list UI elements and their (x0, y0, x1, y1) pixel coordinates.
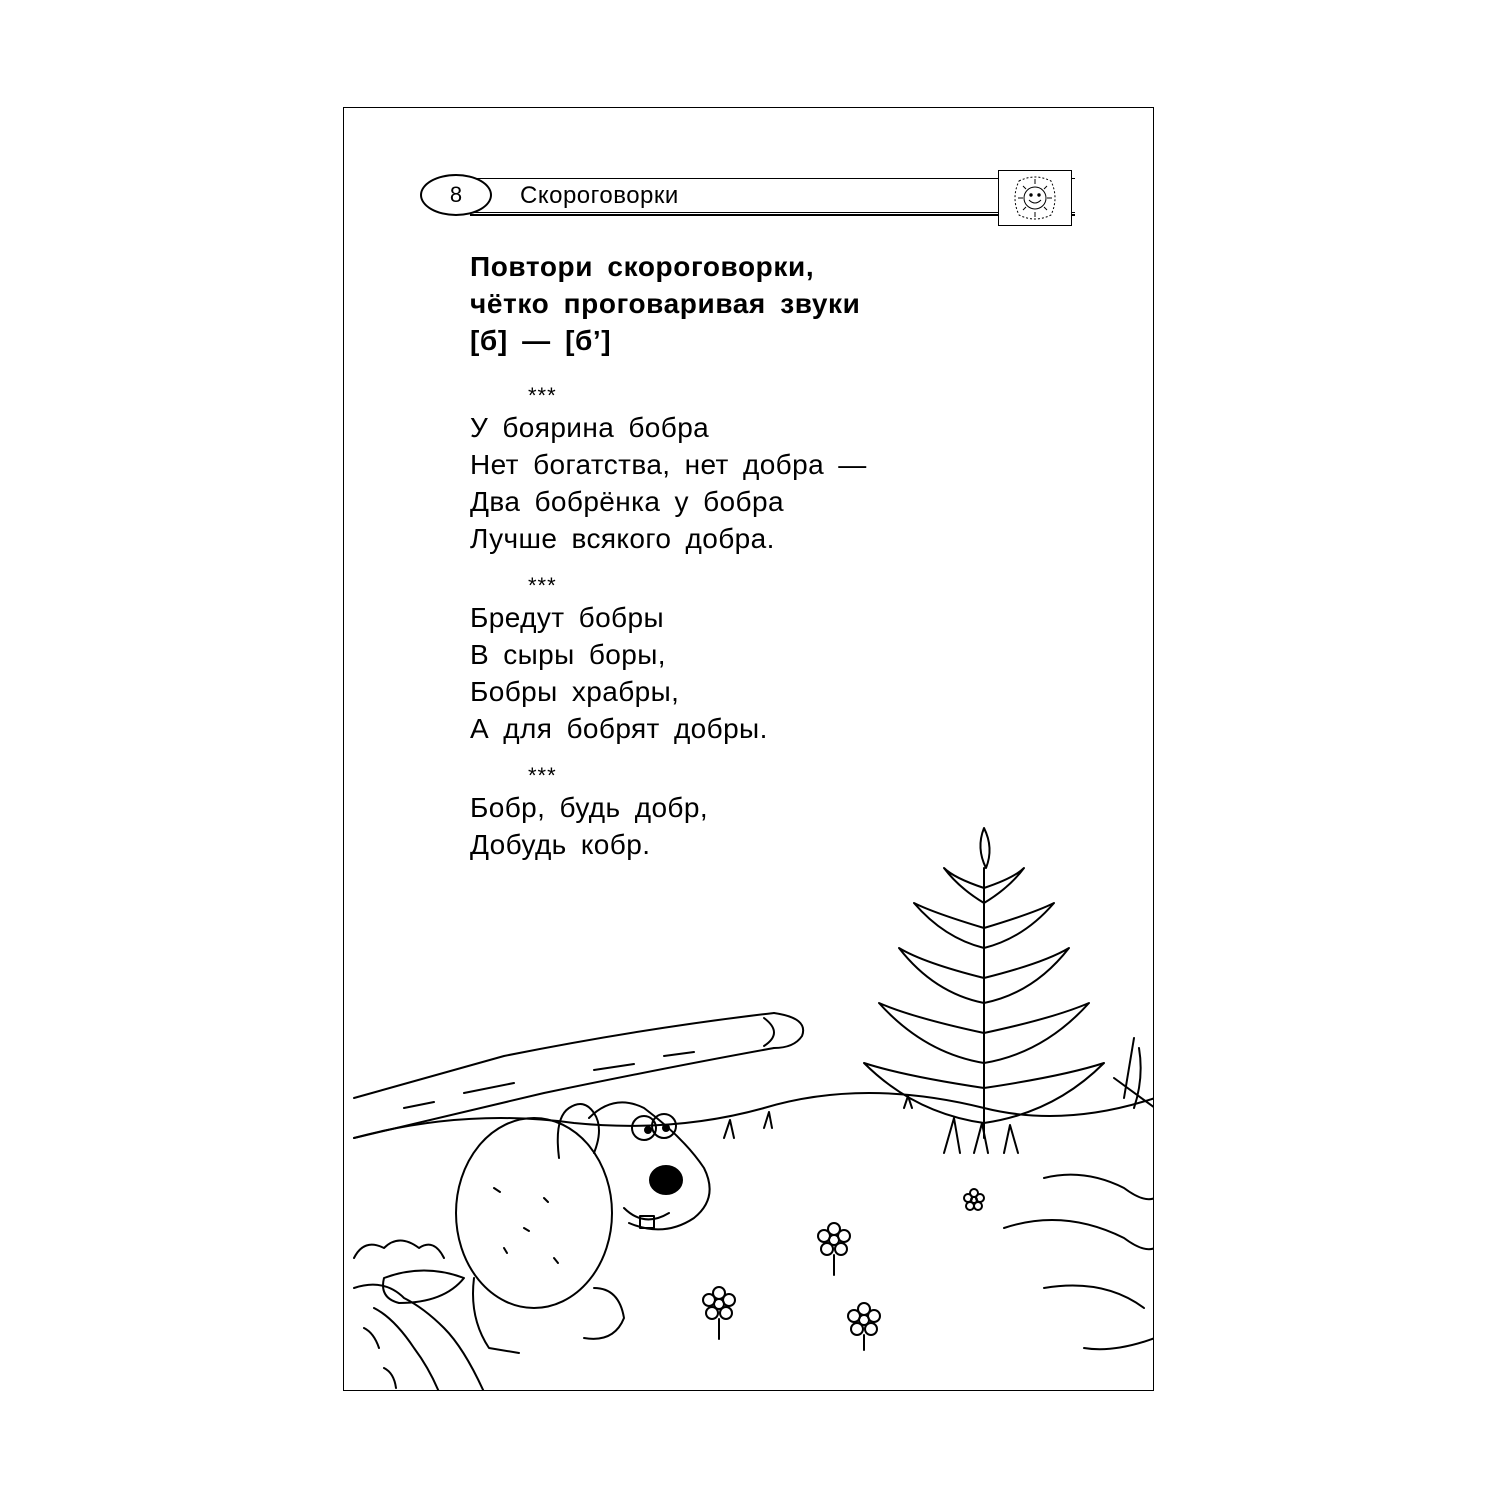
forest-illustration (344, 808, 1154, 1391)
beaver-icon (383, 1102, 710, 1353)
poem-separator: *** (528, 383, 557, 408)
flower-icon (703, 1189, 984, 1350)
poem-line: Бобры храбры, (470, 676, 680, 707)
poem-line: А для бобрят добры. (470, 713, 768, 744)
header-rule-top (470, 178, 1075, 179)
tongue-twister-2 (470, 575, 1110, 747)
instruction-line: чётко проговаривая звуки (470, 288, 861, 319)
header-rule-bottom (470, 212, 1075, 216)
poem-line: В сыры боры, (470, 639, 666, 670)
poem-separator: *** (528, 763, 557, 788)
poem-line: Лучше всякого добра. (470, 523, 775, 554)
fir-tree-icon (864, 828, 1104, 1153)
tongue-twister-1 (470, 385, 1110, 557)
poem-line: Бредут бобры (470, 602, 664, 633)
poem-line: Добудь кобр. (470, 829, 651, 860)
instruction-line: [б] — [б’] (470, 325, 612, 356)
poem-line: Бобр, будь добр, (470, 792, 709, 823)
instruction-line: Повтори скороговорки, (470, 251, 815, 282)
log-icon (354, 1013, 803, 1138)
section-title: Скороговорки (520, 182, 679, 209)
instruction-heading (470, 248, 1110, 359)
poem-separator: *** (528, 573, 557, 598)
poem-line: Два бобрёнка у бобра (470, 486, 784, 517)
bush-icon (354, 1241, 484, 1392)
book-page (343, 107, 1154, 1391)
page-content (470, 248, 1110, 863)
poem-line: У боярина бобра (470, 412, 710, 443)
page-header (420, 174, 1000, 218)
sun-icon (998, 170, 1072, 226)
page-number: 8 (420, 174, 492, 216)
poem-line: Нет богатства, нет добра — (470, 449, 867, 480)
